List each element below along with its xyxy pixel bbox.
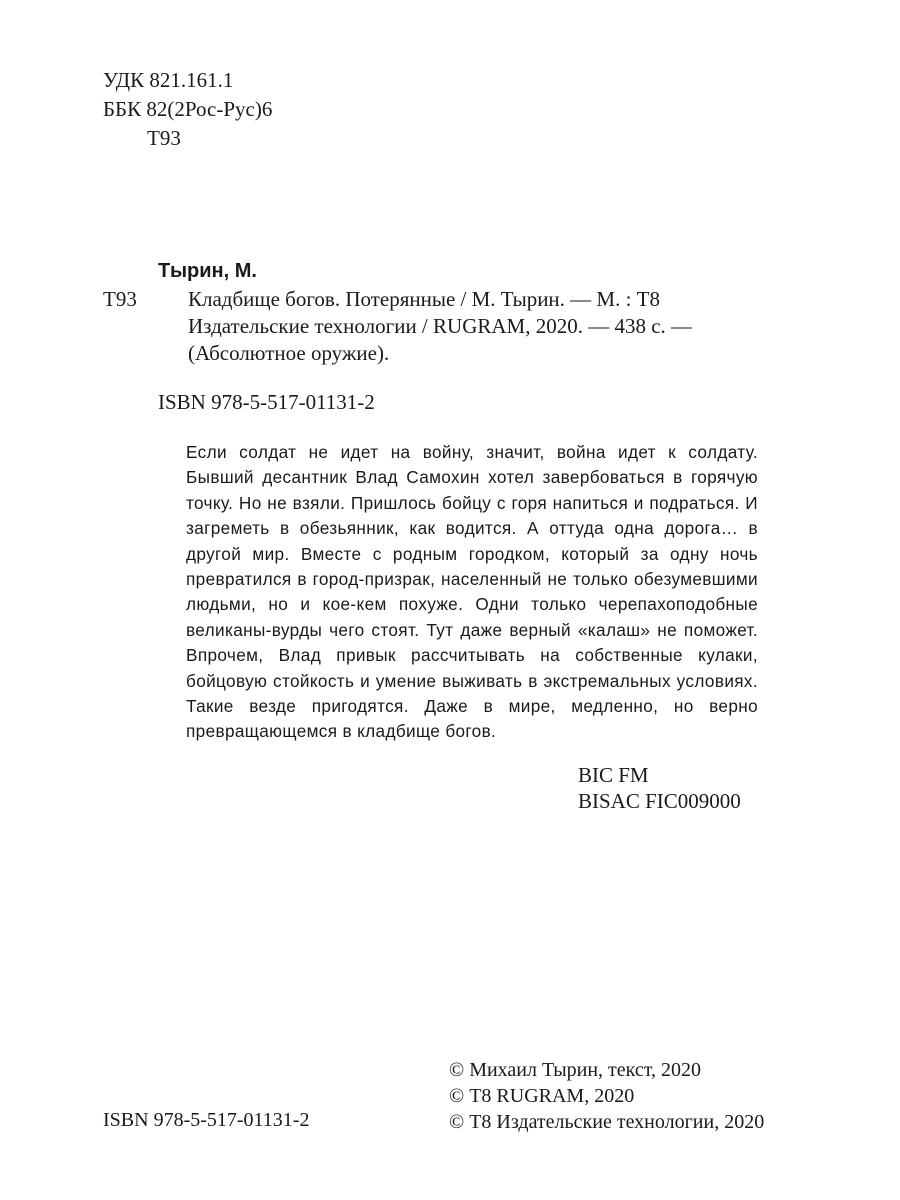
udk-code: УДК 821.161.1 <box>103 68 234 92</box>
isbn-footer: ISBN 978-5-517-01131-2 <box>103 1109 310 1131</box>
author-mark-code: Т93 <box>147 126 181 150</box>
subject-codes <box>578 762 741 814</box>
annotation-text: Если солдат не идет на войну, значит, война идет к солдату. Бывший десантник Влад Самохин хотел завербоваться в горячую точку. Но не взяли. Пришлось бойцу с горя напиться и подраться. И загреметь в обезьянник, как водится. А оттуда одна дорога… в другой мир. Вместе с родным городком, который за одну ночь превратился в город-призрак, населенный не только обезумевшими людьми, но и кое-кем похуже. Одни только черепахоподобные великаны-вурды чего стоят. Тут даже верный «калаш» не поможет. Впрочем, Влад привык рассчитывать на собственные кулаки, бойцовую стойкость и умение выживать в экстремальных условиях. Такие везде пригодятся. Даже в мире, медленно, но верно превращающемся в кладбище богов. <box>186 442 758 742</box>
copyright-block <box>449 1057 764 1135</box>
bic-code: BIC FM <box>578 763 649 787</box>
annotation <box>158 440 758 745</box>
copyright-line: © Т8 RUGRAM, 2020 <box>449 1085 635 1107</box>
copyright-line: © Т8 Издательские технологии, 2020 <box>449 1111 765 1133</box>
bisac-code: BISAC FIC009000 <box>578 789 741 813</box>
classification-block <box>103 66 272 153</box>
bbk-code: ББК 82(2Рос-Рус)6 <box>103 97 273 121</box>
author-mark: Т93 <box>103 287 137 311</box>
bibliographic-description <box>158 286 763 367</box>
isbn-record: ISBN 978-5-517-01131-2 <box>158 390 375 414</box>
copyright-line: © Михаил Тырин, текст, 2020 <box>449 1059 701 1081</box>
bibliographic-text: Кладбище богов. Потерянные / М. Тырин. — М. : Т8 Издательские технологии / RUGRAM, 2020. — 438 с. — (Абсолютное оружие). <box>188 287 693 365</box>
author-heading: Тырин, М. <box>158 260 257 282</box>
